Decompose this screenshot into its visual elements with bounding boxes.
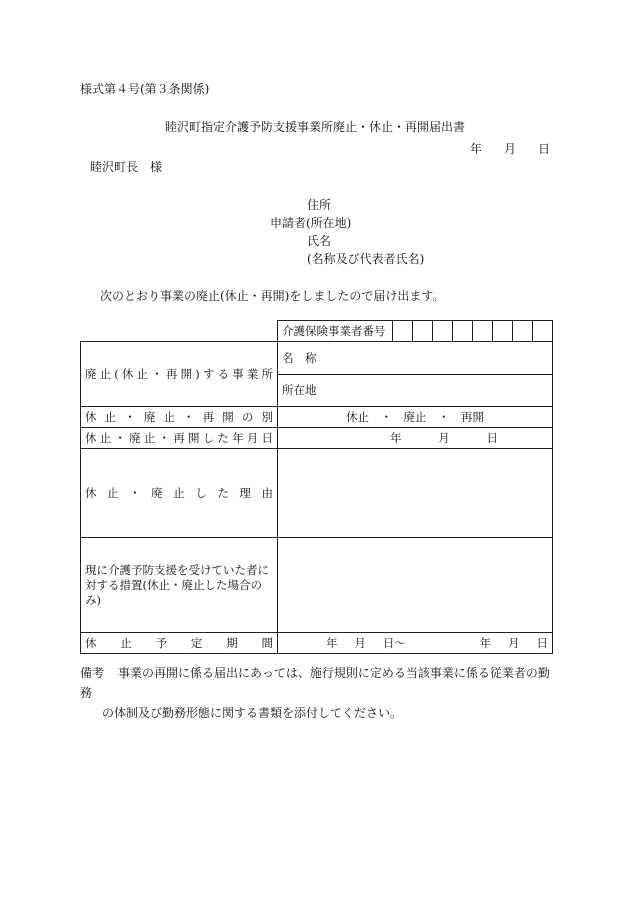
provider-number-digit[interactable] (533, 321, 553, 342)
date-field-day: 日 (486, 431, 498, 445)
provider-number-row (81, 321, 553, 342)
remarks-line-1: 事業の再開に係る届出にあっては、施行規則に定める当該事業に係る従業者の勤務 (80, 666, 550, 700)
date-day-label: 日 (537, 142, 550, 156)
intro-text: 次のとおり事業の廃止(休止・再開)をしましたので届け出ます。 (100, 289, 445, 303)
type-label-cell (81, 407, 278, 428)
date-field[interactable] (278, 428, 553, 449)
reason-label: 休止・廃止した理由 (85, 486, 273, 500)
notification-table (80, 320, 553, 654)
reason-field[interactable] (278, 449, 553, 538)
provider-number-digit[interactable] (413, 321, 433, 342)
period-field[interactable] (278, 633, 553, 654)
period-from-year: 年 (326, 636, 338, 650)
measures-label: 現に介護予防支援を受けていた者に対する措置(休止・廃止した場合のみ) (85, 562, 269, 607)
facility-label: 廃止(休止・再開)する事業所 (85, 367, 273, 381)
period-from-day: 日～ (382, 636, 406, 650)
type-label: 休止・廃止・再開の別 (85, 410, 273, 424)
period-row (81, 633, 553, 654)
date-label: 休止・廃止・再開した年月日 (85, 431, 273, 445)
submission-date (470, 140, 550, 157)
facility-name-field[interactable] (278, 342, 553, 375)
provider-number-digit[interactable] (493, 321, 513, 342)
addressee: 睦沢町長 様 (90, 160, 163, 174)
type-options: 休止 ・ 廃止 ・ 再開 (346, 410, 484, 424)
period-to-month: 月 (508, 636, 520, 650)
facility-location-field[interactable] (278, 374, 553, 407)
facility-name-label: 名 称 (282, 350, 317, 365)
document-title: 睦沢町指定介護予防支援事業所廃止・休止・再開届出書 (164, 120, 465, 134)
applicant-name-label: 氏名 (307, 234, 332, 248)
date-year-label: 年 (470, 142, 483, 156)
provider-number-digit[interactable] (473, 321, 493, 342)
date-field-month: 月 (438, 431, 450, 445)
date-row (81, 428, 553, 449)
provider-number-label: 介護保険事業者番号 (278, 321, 393, 342)
remarks (80, 663, 560, 723)
type-options-field[interactable] (278, 407, 553, 428)
period-to-year: 年 (479, 636, 492, 650)
period-label: 休止予定期間 (85, 636, 273, 650)
reason-row (81, 449, 553, 538)
period-to-day: 日 (536, 636, 548, 650)
facility-location-label: 所在地 (282, 383, 317, 398)
period-label-cell (81, 633, 278, 654)
measures-label-cell (81, 538, 278, 633)
applicant-label: 申請者(所在地) (270, 216, 352, 230)
period-from-month: 月 (354, 636, 366, 650)
provider-number-digit[interactable] (513, 321, 533, 342)
provider-number-digit[interactable] (453, 321, 473, 342)
facility-name-row (81, 342, 553, 375)
form-number: 様式第４号(第３条関係) (80, 82, 210, 96)
measures-row (81, 538, 553, 633)
facility-label-cell (81, 342, 278, 407)
remarks-label: 備考 (80, 666, 105, 680)
date-month-label: 月 (503, 142, 516, 156)
measures-field[interactable] (278, 538, 553, 633)
date-label-cell (81, 428, 278, 449)
remarks-line-2: の体制及び勤務形態に関する書類を添付してください。 (102, 706, 403, 720)
applicant-name-note: (名称及び代表者氏名) (307, 252, 425, 266)
provider-number-digit[interactable] (433, 321, 453, 342)
reason-label-cell (81, 449, 278, 538)
provider-number-digit[interactable] (393, 321, 413, 342)
applicant-address-label: 住所 (307, 198, 332, 212)
type-row (81, 407, 553, 428)
date-field-year: 年 (390, 431, 402, 445)
